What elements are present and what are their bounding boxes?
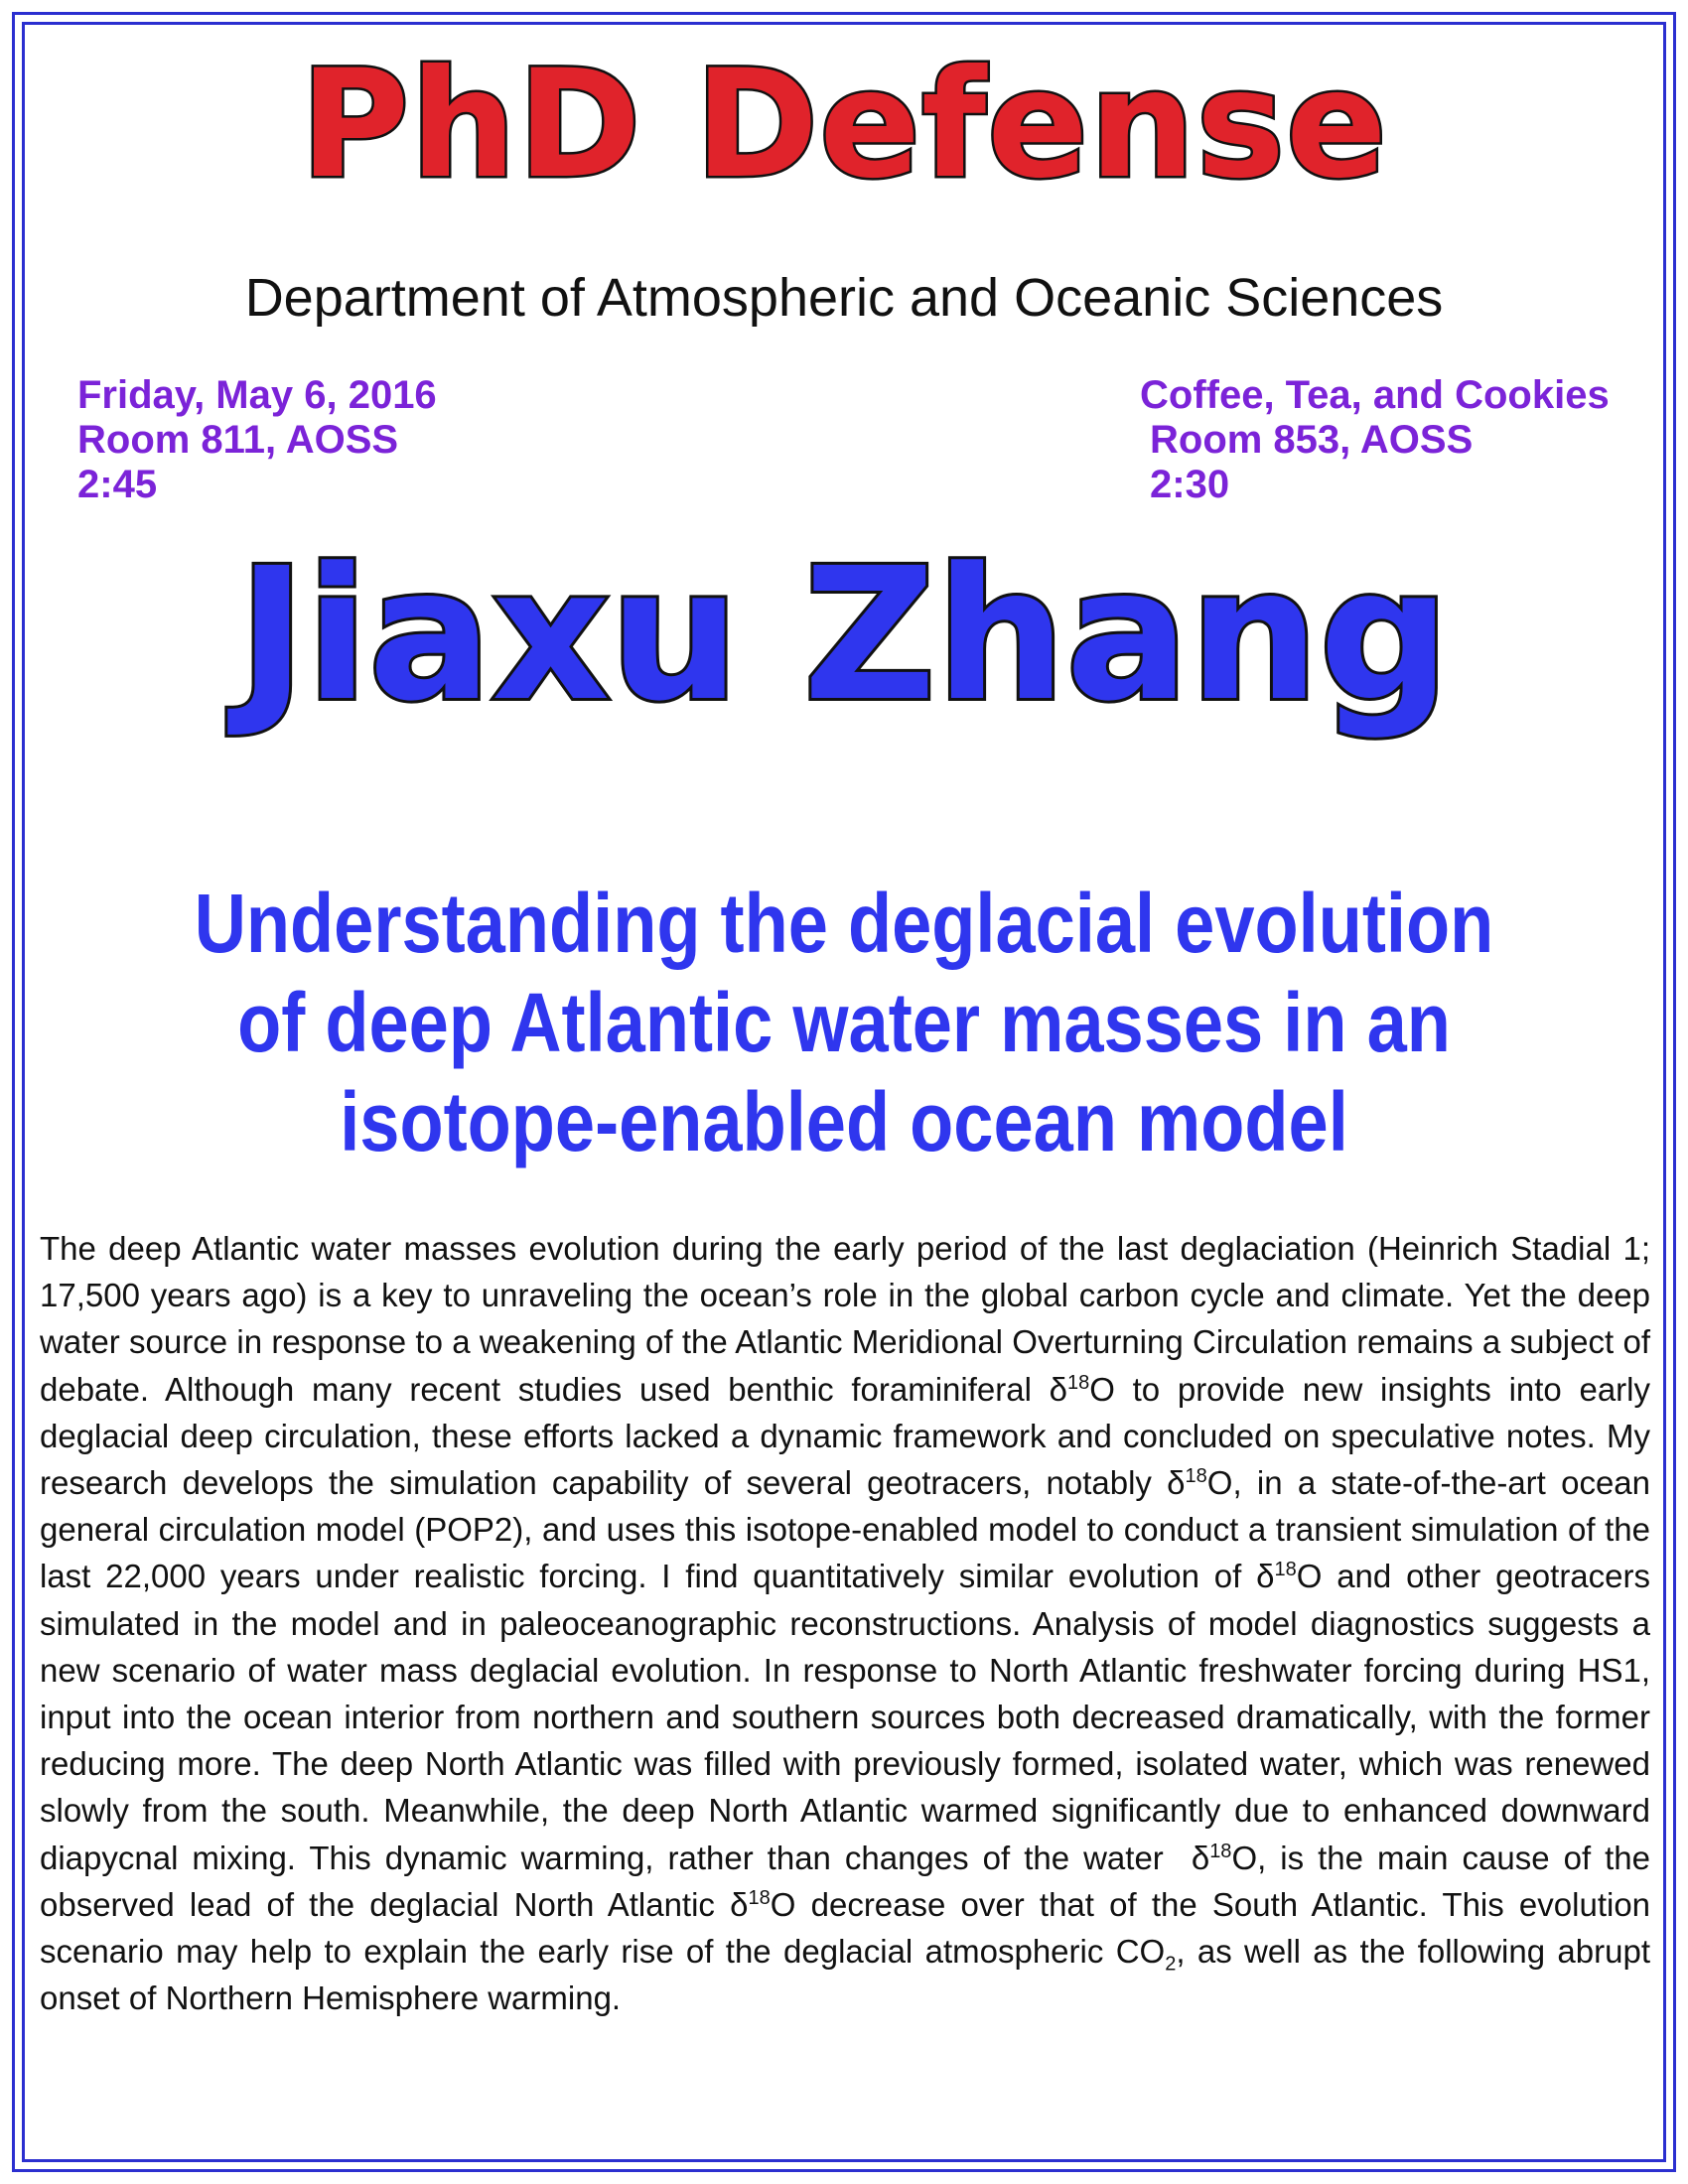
reception-time: 2:30 xyxy=(1150,463,1230,506)
oxygen-symbol: O xyxy=(1296,1558,1323,1595)
reception-room: Room 853, AOSS xyxy=(1150,418,1474,462)
isotope-superscript: 18 xyxy=(1209,1840,1232,1862)
reception-title: Coffee, Tea, and Cookies xyxy=(1140,373,1610,417)
abstract-segment: , is the main cause of the observed lead of the deglacial North Atlantic xyxy=(40,1839,1650,1923)
talk-title-line: Understanding the deglacial evolution xyxy=(194,877,1494,970)
oxygen-symbol: O xyxy=(1231,1839,1258,1876)
talk-title xyxy=(170,874,1519,1171)
isotope-superscript: 18 xyxy=(1185,1465,1207,1488)
defense-info xyxy=(77,373,437,507)
isotope-superscript: 18 xyxy=(748,1886,771,1909)
talk-title-line: of deep Atlantic water masses in an xyxy=(237,976,1451,1069)
co2-subscript: 2 xyxy=(1165,1953,1177,1976)
presenter-name: Jiaxu Zhang xyxy=(237,529,1451,742)
abstract-segment: , as well as the following abrupt onset of Northern Hemisphere warming. xyxy=(40,1933,1651,2017)
delta-symbol: δ xyxy=(1256,1558,1275,1595)
delta-symbol: δ xyxy=(730,1885,749,1923)
isotope-superscript: 18 xyxy=(1067,1371,1090,1394)
co2-formula: CO xyxy=(1115,1933,1166,1971)
poster-title: PhD Defense xyxy=(300,39,1388,211)
oxygen-symbol: O xyxy=(770,1885,796,1923)
abstract-segment: decrease over that of the South Atlantic. This evolution scenario may help to explain the early rise of the deglacial atmospheric xyxy=(40,1885,1651,1971)
abstract-segment: The deep Atlantic water masses evolution during the early period of the last deglaciation (Heinrich Stadial 1; 17,500 years ago) is a key to unraveling the ocean’s role in the global carbon cycle and climate. Yet the deep water source in response to a weakening of the Atlantic Meridional Overturning Circulation remains a subject of debate. Although many recent studies used benthic foraminiferal xyxy=(40,1230,1650,1408)
talk-title-line: isotope-enabled ocean model xyxy=(340,1075,1348,1168)
abstract-segment: and other geotracers simulated in the model and in paleoceanographic reconstructions. Analysis of model diagnostics suggests a new scenario of water mass deglacial evolution. In response to North Atlantic freshwater forcing during HS1, input into the ocean interior from northern and southern sources both decreased dramatically, with the former reducing more. The deep North Atlantic was filled with previously formed, isolated water, which was renewed slowly from the south. Meanwhile, the deep North Atlantic warmed significantly due to enhanced downward diapycnal mixing. This dynamic warming, rather than changes of the water xyxy=(40,1558,1651,1876)
defense-date: Friday, May 6, 2016 xyxy=(77,373,437,417)
abstract-segment: , in a state-of-the-art ocean general circulation model (POP2), and uses this isotope-enabled model to conduct a transient simulation of the last 22,000 years under realistic forcing. I find quantitatively similar evolution of xyxy=(40,1464,1651,1595)
abstract-text xyxy=(40,1225,1650,2021)
oxygen-symbol: O xyxy=(1089,1370,1115,1408)
delta-symbol: δ xyxy=(1167,1464,1186,1502)
delta-symbol: δ xyxy=(1191,1839,1210,1876)
isotope-superscript: 18 xyxy=(1274,1559,1297,1581)
defense-time: 2:45 xyxy=(77,463,158,506)
oxygen-symbol: O xyxy=(1206,1464,1233,1502)
delta-symbol: δ xyxy=(1049,1370,1067,1408)
defense-room: Room 811, AOSS xyxy=(77,418,399,462)
department-name: Department of Atmospheric and Oceanic Sciences xyxy=(244,268,1444,328)
abstract-segment: to provide new insights into early deglacial deep circulation, these efforts lacked a dynamic framework and concluded on speculative notes. My research develops the simulation capability of several geotracers, notably xyxy=(40,1370,1651,1502)
reception-info xyxy=(1140,373,1610,507)
